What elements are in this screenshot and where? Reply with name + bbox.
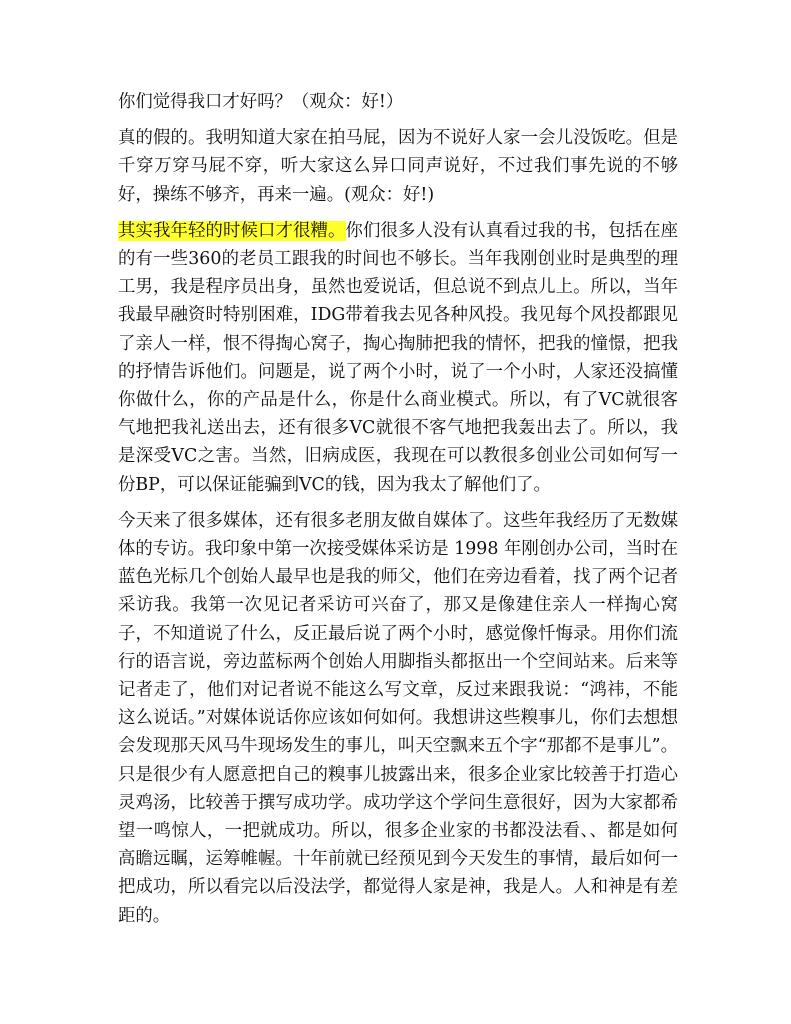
paragraph-response	[118, 124, 678, 209]
paragraph-media	[118, 507, 678, 930]
paragraph-text: 真的假的。我明知道大家在拍马屁，因为不说好人家一会儿没饭吃。但是千穿万穿马屁不穿，听大家这么异口同声说好，不过我们事先说的不够好，操练不够齐，再来一遍。(观众：好!)	[118, 128, 678, 205]
paragraph-early-career	[118, 217, 678, 499]
document-page	[118, 88, 678, 938]
paragraph-text: 你们觉得我口才好吗？（观众：好!）	[118, 92, 404, 112]
paragraph-question	[118, 88, 678, 116]
paragraph-text: 你们很多人没有认真看过我的书，包括在座的有一些360的老员工跟我的时间也不够长。当年我刚创业时是典型的理工男，我是程序员出身，虽然也爱说话，但总说不到点儿上。所以，当年我最早融资时特别困难，IDG带着我去见各种风投。我见每个风投都跟见了亲人一样，恨不得掏心窝子，掏心掏肺把我的情怀，把我的憧憬，把我的抒情告诉他们。问题是，说了两个小时，说了一个小时，人家还没搞懂你做什么，你的产品是什么，你是什么商业模式。所以，有了VC就很客气地把我礼送出去，还有很多VC就很不客气地把我轰出去了。所以，我是深受VC之害。当然，旧病成医，我现在可以教很多创业公司如何写一份BP，可以保证能骗到VC的钱，因为我太了解他们了。	[118, 220, 678, 495]
highlighted-sentence: 其实我年轻的时候口才很糟。	[118, 220, 346, 241]
paragraph-text: 今天来了很多媒体，还有很多老朋友做自媒体了。这些年我经历了无数媒体的专访。我印象中第一次接受媒体采访是 1998 年刚创办公司，当时在蓝色光标几个创始人最早也是我的师父，他们在旁边看着，找了两个记者采访我。我第一次见记者采访可兴奋了，那又是像建住亲人一样掏心窝子，不知道说了什么，反正最后说了两个小时，感觉像忏悔录。用你们流行的语言说，旁边蓝标两个创始人用脚指头都抠出一个空间站来。后来等记者走了，他们对记者说不能这么写文章，反过来跟我说：“鸿祎，不能这么说话。”对媒体说话你应该如何如何。我想讲这些糗事儿，你们去想想会发现那天风马牛现场发生的事儿，叫天空飘来五个字“那都不是事儿”。只是很少有人愿意把自己的糗事儿披露出来，很多企业家比较善于打造心灵鸡汤，比较善于撰写成功学。成功学这个学问生意很好，因为大家都希望一鸣惊人，一把就成功。所以，很多企业家的书都没法看、、都是如何高瞻远瞩，运筹帷幄。十年前就已经预见到今天发生的事情，最后如何一把成功，所以看完以后没法学，都觉得人家是神，我是人。人和神是有差距的。	[118, 510, 678, 926]
